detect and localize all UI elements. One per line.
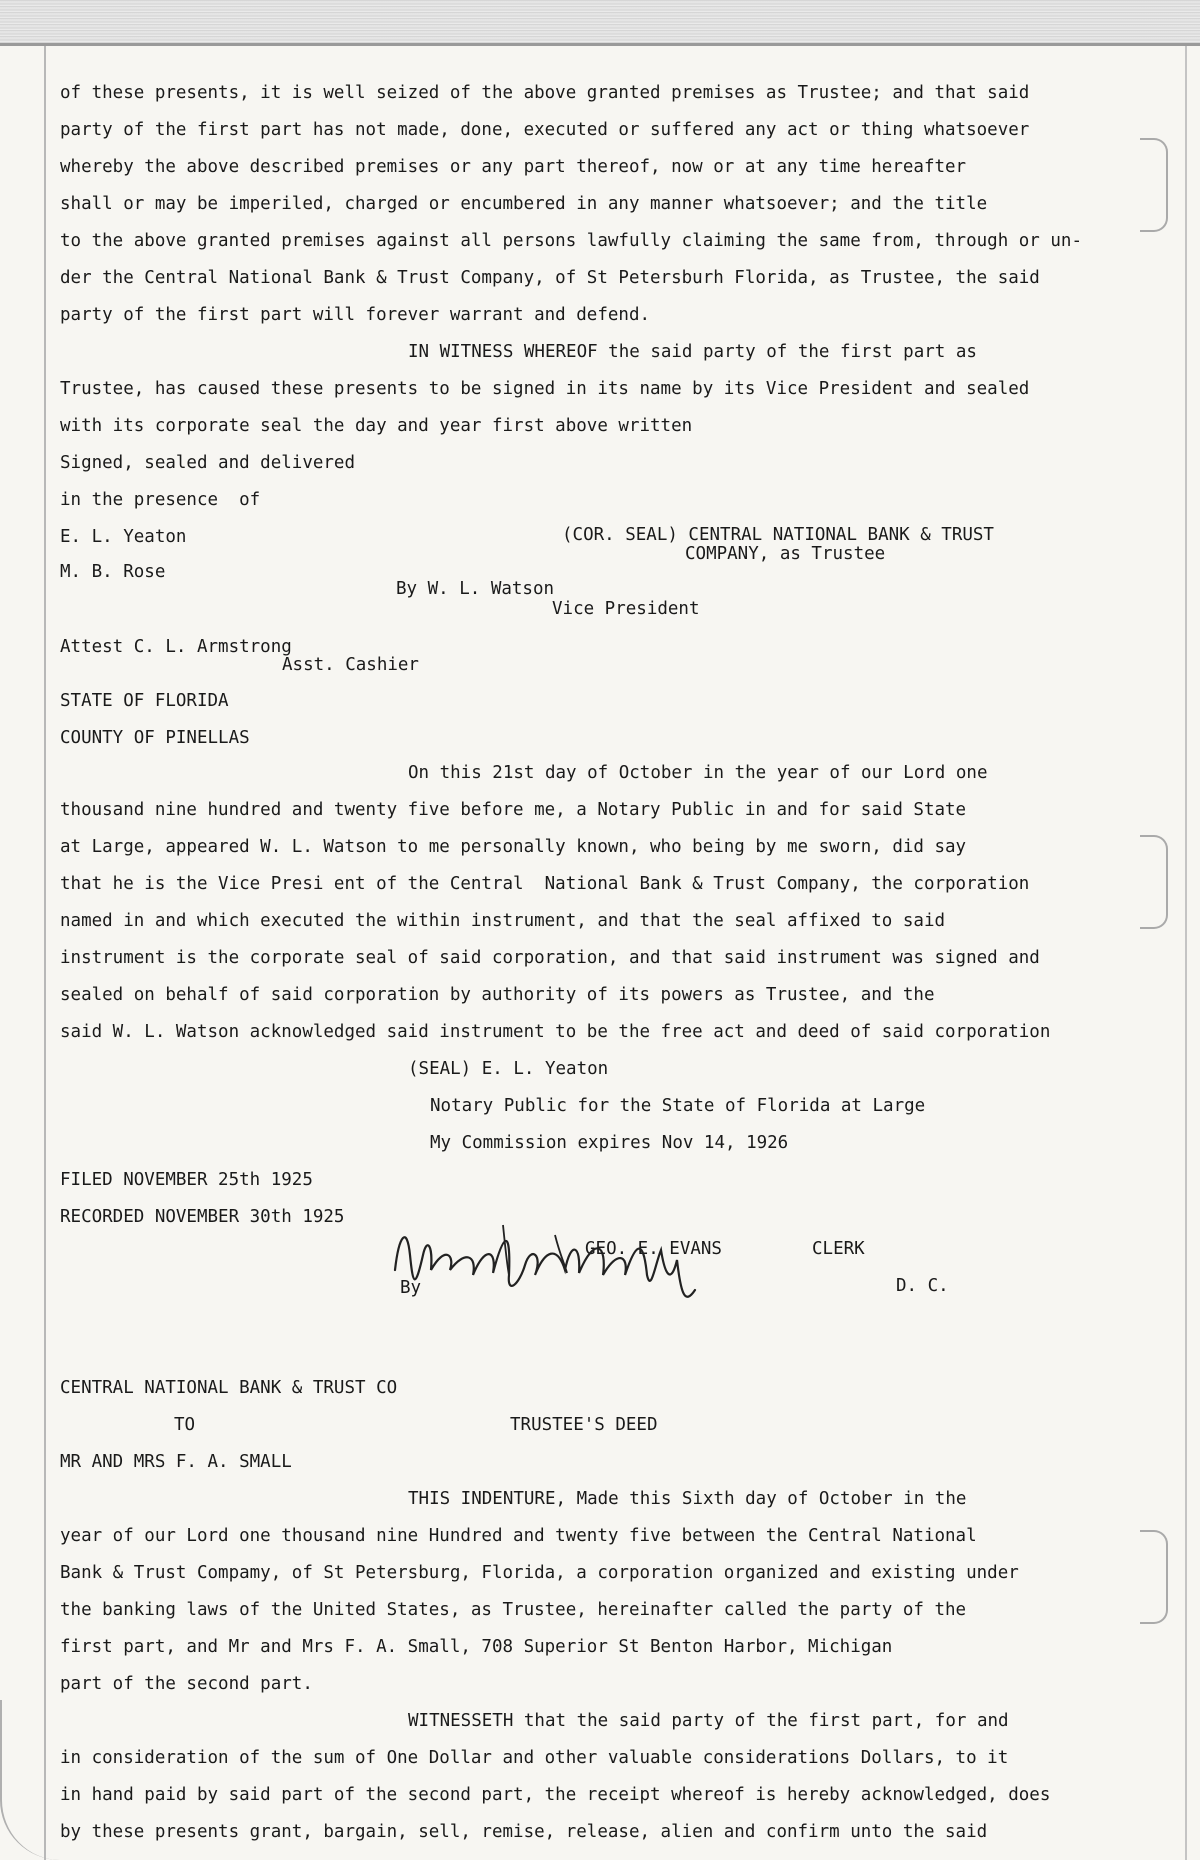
text-line: shall or may be imperiled, charged or encumbered in any manner whatsoever; and the title [60, 194, 988, 214]
signatory-title: Vice President [552, 599, 700, 619]
text-line: Bank & Trust Compamy, of St Petersburg, Florida, a corporation organized and existing under [60, 1563, 1019, 1583]
text-line: by these presents grant, bargain, sell, remise, release, alien and confirm unto the said [60, 1822, 988, 1842]
text-line: THIS INDENTURE, Made this Sixth day of October in the [408, 1489, 967, 1509]
text-line: first part, and Mr and Mrs F. A. Small, 708 Superior St Benton Harbor, Michigan [60, 1637, 893, 1657]
deputy-clerk-label: D. C. [896, 1276, 949, 1296]
attest-line: Attest C. L. Armstrong [60, 637, 292, 657]
text-line: der the Central National Bank & Trust Company, of St Petersburh Florida, as Trustee, the said [60, 268, 1040, 288]
notary-seal-line: (SEAL) E. L. Yeaton [408, 1059, 609, 1079]
text-line: named in and which executed the within instrument, and that the seal affixed to said [60, 911, 946, 931]
county-heading: COUNTY OF PINELLAS [60, 728, 250, 748]
text-line: sealed on behalf of said corporation by authority of its powers as Trustee, and the [60, 985, 935, 1005]
text-line: at Large, appeared W. L. Watson to me personally known, who being by me sworn, did say [60, 837, 967, 857]
text-line: party of the first part has not made, done, executed or suffered any act or thing whatsoever [60, 120, 1030, 140]
grantor-name: CENTRAL NATIONAL BANK & TRUST CO [60, 1378, 398, 1398]
binder-hole-bottom [1140, 1530, 1168, 1624]
clerk-title: CLERK [812, 1239, 865, 1259]
text-line: thousand nine hundred and twenty five before me, a Notary Public in and for said State [60, 800, 967, 820]
deed-title: TRUSTEE'S DEED [510, 1415, 658, 1435]
text-line: instrument is the corporate seal of said corporation, and that said instrument was signed and [60, 948, 1040, 968]
text-line: of these presents, it is well seized of the above granted premises as Trustee; and that said [60, 83, 1030, 103]
binder-hole-middle [1140, 835, 1168, 929]
notary-title: Notary Public for the State of Florida at Large [430, 1096, 926, 1116]
grantee-name: MR AND MRS F. A. SMALL [60, 1452, 292, 1472]
witness-name: E. L. Yeaton [60, 527, 187, 547]
text-line: year of our Lord one thousand nine Hundred and twenty five between the Central National [60, 1526, 977, 1546]
text-line: with its corporate seal the day and year first above written [60, 416, 693, 436]
text-line: whereby the above described premises or any part thereof, now or at any time hereafter [60, 157, 967, 177]
scan-top-edge [0, 0, 1200, 46]
signatory-name: By W. L. Watson [396, 579, 555, 599]
page-corner-curve [0, 1700, 62, 1860]
text-line: party of the first part will forever warrant and defend. [60, 305, 651, 325]
text-line: in hand paid by said part of the second part, the receipt whereof is hereby acknowledged, does [60, 1785, 1051, 1805]
text-line: in consideration of the sum of One Dollar and other valuable considerations Dollars, to it [60, 1748, 1009, 1768]
right-margin-rule [1185, 46, 1187, 1860]
text-line: the banking laws of the United States, as Trustee, hereinafter called the party of the [60, 1600, 967, 1620]
filed-date: FILED NOVEMBER 25th 1925 [60, 1170, 313, 1190]
by-label: By [400, 1278, 422, 1298]
deputy-clerk-signature [385, 1215, 745, 1310]
text-line: in the presence of [60, 490, 261, 510]
to-label: TO [174, 1415, 196, 1435]
corporate-name-continued: COMPANY, as Trustee [685, 544, 886, 564]
witness-name: M. B. Rose [60, 562, 166, 582]
corporate-seal-label: (COR. SEAL) CENTRAL NATIONAL BANK & TRUST [562, 525, 994, 545]
text-line: On this 21st day of October in the year of our Lord one [408, 763, 988, 783]
text-line: that he is the Vice Presi ent of the Central National Bank & Trust Company, the corporation [60, 874, 1030, 894]
attest-title: Asst. Cashier [282, 655, 419, 675]
left-margin-rule [44, 46, 46, 1860]
text-line: part of the second part. [60, 1674, 313, 1694]
commission-expiry: My Commission expires Nov 14, 1926 [430, 1133, 789, 1153]
recorded-date: RECORDED NOVEMBER 30th 1925 [60, 1207, 345, 1227]
text-line: IN WITNESS WHEREOF the said party of the first part as [408, 342, 977, 362]
text-line: said W. L. Watson acknowledged said instrument to be the free act and deed of said corporation [60, 1022, 1051, 1042]
text-line: WITNESSETH that the said party of the first part, for and [408, 1711, 1009, 1731]
text-line: Signed, sealed and delivered [60, 453, 356, 473]
state-heading: STATE OF FLORIDA [60, 691, 229, 711]
text-line: Trustee, has caused these presents to be signed in its name by its Vice President and sealed [60, 379, 1030, 399]
binder-hole-top [1140, 138, 1168, 232]
text-line: to the above granted premises against all persons lawfully claiming the same from, through or un- [60, 231, 1082, 251]
clerk-name: GEO. E. EVANS [585, 1239, 722, 1259]
